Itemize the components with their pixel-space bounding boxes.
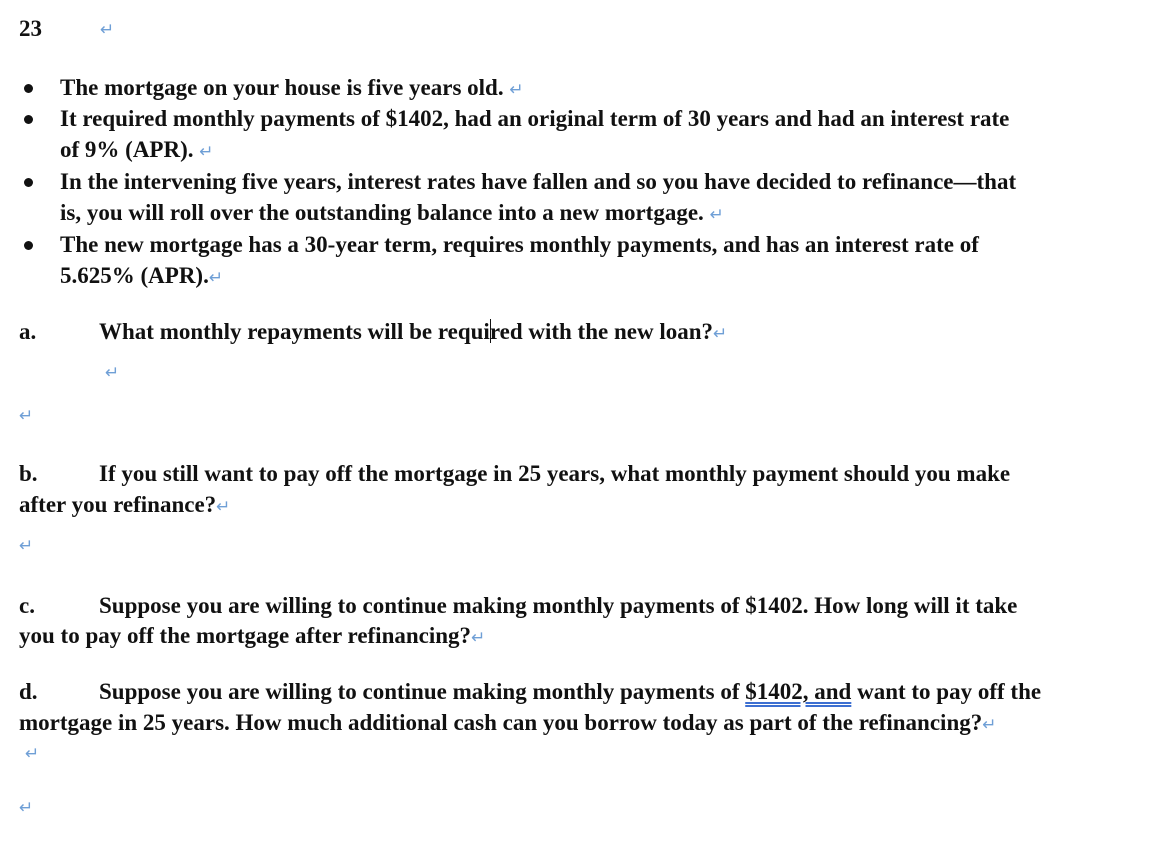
bullet-3-line-2: is, you will roll over the outstanding balance into a new mortgage. ↵ xyxy=(60,200,724,225)
question-a-text[interactable]: What monthly repayments will be required with the new loan?↵ xyxy=(99,319,728,344)
question-d-line-2: mortgage in 25 years. How much additional cash can you borrow today as part of the refinancing?↵ xyxy=(19,710,997,735)
question-b-line-2: after you refinance?↵ xyxy=(19,492,231,517)
bullet-1-line-1: The mortgage on your house is five years old. ↵ xyxy=(60,75,524,100)
problem-number: 23 xyxy=(19,16,42,41)
bullet-marker xyxy=(24,178,33,187)
bullet-marker xyxy=(24,241,33,250)
bullet-4-line-2: 5.625% (APR).↵ xyxy=(60,263,224,288)
paragraph-mark: ↵ xyxy=(19,406,34,426)
paragraph-mark: ↵ xyxy=(105,363,120,383)
question-d-label: d. xyxy=(19,679,38,704)
question-c-line-1: Suppose you are willing to continue making monthly payments of $1402. How long will it take xyxy=(99,593,1018,618)
paragraph-mark: ↵ xyxy=(100,20,115,40)
question-c-line-2: you to pay off the mortgage after refinancing?↵ xyxy=(19,623,486,648)
bullet-4-line-1: The new mortgage has a 30-year term, requires monthly payments, and has an interest rate of xyxy=(60,232,979,257)
bullet-marker xyxy=(24,115,33,124)
paragraph-mark: ↵ xyxy=(19,536,34,556)
question-d-line-1: Suppose you are willing to continue making monthly payments of $1402, and want to pay off the xyxy=(99,679,1042,704)
question-c-label: c. xyxy=(19,593,35,618)
grammar-underline[interactable]: $1402, and xyxy=(745,679,852,704)
bullet-2-line-2: of 9% (APR). ↵ xyxy=(60,137,214,162)
question-b-label: b. xyxy=(19,461,38,486)
question-b-line-1: If you still want to pay off the mortgage in 25 years, what monthly payment should you make xyxy=(99,461,1011,486)
bullet-3-line-1: In the intervening five years, interest rates have fallen and so you have decided to refinance—that xyxy=(60,169,1017,194)
question-a-label: a. xyxy=(19,319,37,344)
bullet-marker xyxy=(24,84,33,93)
paragraph-mark: ↵ xyxy=(19,798,34,818)
paragraph-mark: ↵ xyxy=(25,744,40,764)
bullet-2-line-1: It required monthly payments of $1402, had an original term of 30 years and had an interest rate xyxy=(60,106,1010,131)
